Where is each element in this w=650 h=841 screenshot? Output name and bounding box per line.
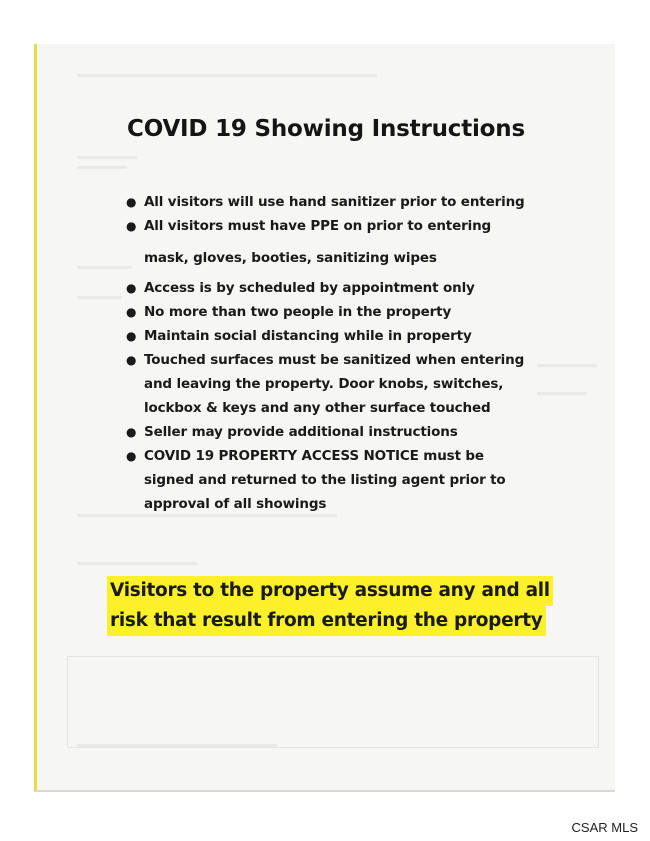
bullet-icon: ● [126,305,137,319]
bullet-icon: ● [126,219,137,233]
instruction-item [126,444,596,516]
instruction-line: lockbox & keys and any other surface touched [144,400,491,416]
bullet-icon: ● [126,425,137,439]
show-through-box [67,656,599,748]
instruction-line: and leaving the property. Door knobs, switches, [144,376,504,392]
bullet-icon: ● [126,195,137,209]
bullet-icon: ● [126,281,137,295]
document-title: COVID 19 Showing Instructions [127,116,525,142]
bullet-icon: ● [126,329,137,343]
instruction-item [126,324,596,348]
instruction-line: mask, gloves, booties, sanitizing wipes [144,250,437,266]
show-through-mark [77,74,377,77]
bullet-icon: ● [126,353,137,367]
instruction-line: All visitors will use hand sanitizer prior to entering [144,194,525,210]
instruction-item [126,276,596,300]
instruction-item [126,348,596,420]
warning-line: Visitors to the property assume any and all [107,576,553,606]
instruction-line: No more than two people in the property [144,304,452,320]
risk-warning [107,576,553,636]
instruction-line: Maintain social distancing while in property [144,328,472,344]
instruction-item [126,300,596,324]
instruction-line: All visitors must have PPE on prior to entering [144,218,492,234]
bullet-icon: ● [126,449,137,463]
instruction-line: Access is by scheduled by appointment only [144,280,475,296]
show-through-mark [77,296,122,299]
show-through-mark [77,562,197,565]
warning-line: risk that result from entering the property [107,606,546,636]
show-through-mark [77,166,127,169]
show-through-mark [77,266,132,269]
instruction-line: Seller may provide additional instructions [144,424,458,440]
instruction-item [126,420,596,444]
instruction-line: Touched surfaces must be sanitized when entering [144,352,525,368]
instruction-item [126,190,596,214]
instruction-item [126,214,596,270]
scanned-document [34,44,615,792]
show-through-mark [77,156,137,159]
instruction-line: approval of all showings [144,496,327,512]
show-through-mark [77,744,277,747]
instruction-line: signed and returned to the listing agent prior to [144,472,506,488]
source-label: CSAR MLS [571,820,638,835]
instruction-line: COVID 19 PROPERTY ACCESS NOTICE must be [144,448,484,464]
instruction-list [126,190,596,516]
